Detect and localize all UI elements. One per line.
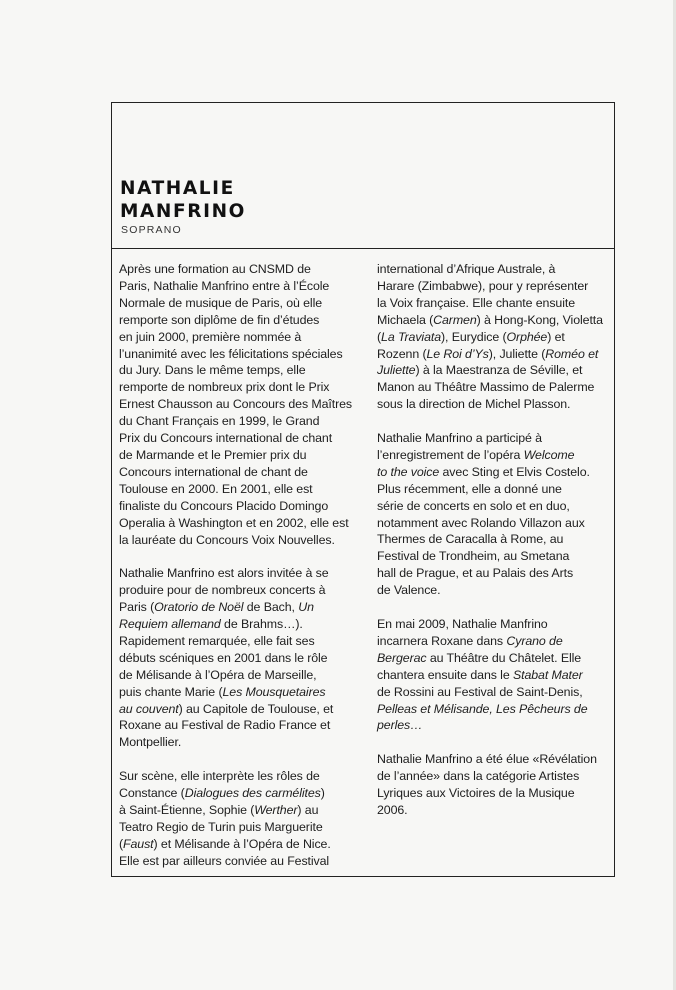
text-line — [119, 785, 357, 802]
text-segment: ), Eurydice ( — [441, 329, 507, 344]
text-line — [377, 464, 611, 481]
work-title: to the voice — [377, 464, 440, 479]
text-line — [119, 599, 357, 616]
text-line — [119, 616, 357, 633]
work-title: Stabat Mater — [512, 667, 583, 682]
text-line — [377, 329, 611, 346]
work-title: Un — [298, 600, 314, 615]
text-line — [377, 312, 611, 329]
text-line: En mai 2009, Nathalie Manfrino — [377, 617, 548, 631]
text-line: Montpellier. — [119, 735, 182, 750]
text-line: Elle est par ailleurs conviée au Festival — [119, 853, 330, 868]
text-segment: ) au — [297, 802, 319, 817]
text-segment: ) au Capitole de Toulouse, et — [178, 701, 334, 716]
text-line: finaliste du Concours Placido Domingo — [119, 498, 329, 513]
text-line: remporte son diplôme de fin d’études — [119, 312, 320, 327]
work-title: Orphée — [506, 329, 548, 344]
text-line: de l’année» dans la catégorie Artistes — [377, 769, 580, 784]
text-line: l’unanimité avec les félicitations spéciales — [119, 346, 343, 361]
text-line: international d’Afrique Australe, à — [377, 262, 556, 276]
text-line: Normale de musique de Paris, où elle — [119, 295, 323, 310]
text-segment: ) et Mélisande à l’Opéra de Nice. — [153, 836, 331, 851]
text-line: Teatro Regio de Turin puis Marguerite — [119, 819, 323, 834]
text-segment: de Bach, — [243, 600, 299, 615]
work-title: perles… — [377, 718, 423, 733]
text-line: Thermes de Caracalla à Rome, au — [377, 532, 564, 547]
text-line: Manon au Théâtre Massimo de Palerme — [377, 380, 595, 395]
text-segment: Paris ( — [119, 600, 155, 615]
biography-frame — [111, 102, 615, 877]
text-segment: chantera ensuite dans le — [377, 667, 513, 682]
text-line: la lauréate du Concours Voix Nouvelles. — [119, 532, 335, 547]
work-title: Cyrano de — [506, 633, 563, 648]
paragraph-award — [377, 751, 611, 819]
text-line: en juin 2000, première nommée à — [119, 329, 302, 344]
text-line — [377, 650, 611, 667]
text-line: Roxane au Festival de Radio France et — [119, 718, 331, 733]
paragraph-upcoming — [377, 616, 611, 734]
text-line: de Mélisande à l’Opéra de Marseille, — [119, 667, 317, 682]
text-line — [119, 701, 357, 718]
text-line: Nathalie Manfrino a participé à — [377, 431, 542, 446]
text-line — [377, 362, 611, 379]
right-column — [377, 261, 611, 836]
text-line: Plus récemment, elle a donné une — [377, 481, 562, 496]
text-segment: ) à la Maestranza de Séville, et — [415, 363, 583, 378]
text-line: Toulouse en 2000. En 2001, elle est — [119, 481, 313, 496]
work-title: Pelleas et Mélisande, Les Pêcheurs de — [377, 701, 588, 716]
work-title: Oratorio de Noël — [154, 600, 244, 615]
text-line: Après une formation au CNSMD de — [119, 262, 311, 276]
text-line: Paris, Nathalie Manfrino entre à l’École — [119, 278, 330, 293]
text-segment: l’enregistrement de l’opéra — [377, 447, 524, 462]
work-title: Juliette — [377, 363, 416, 378]
text-line: sous la direction de Michel Plasson. — [377, 397, 571, 412]
work-title: Faust — [123, 836, 154, 851]
paragraph-international-roles — [377, 261, 611, 413]
text-line — [377, 346, 611, 363]
work-title: Roméo et — [545, 346, 599, 361]
text-line — [377, 667, 611, 684]
work-title: Les Mousquetaires — [222, 684, 326, 699]
text-line: débuts scéniques en 2001 dans le rôle — [119, 650, 328, 665]
work-title: Carmen — [433, 312, 477, 327]
text-segment: ( — [377, 329, 382, 344]
text-line: série de concerts en solo et en duo, — [377, 498, 570, 513]
text-line: Festival de Trondheim, au Smetana — [377, 549, 570, 564]
text-segment: incarnera Roxane dans — [377, 633, 507, 648]
text-line: notamment avec Rolando Villazon aux — [377, 515, 585, 530]
work-title: Requiem allemand — [119, 617, 221, 632]
text-line: du Jury. Dans le même temps, elle — [119, 363, 306, 378]
text-line: la Voix française. Elle chante ensuite — [377, 295, 576, 310]
artist-header — [112, 103, 614, 249]
text-segment: ( — [119, 836, 124, 851]
text-line: 2006. — [377, 802, 408, 817]
text-segment: Constance ( — [119, 786, 185, 801]
text-line: Nathalie Manfrino a été élue «Révélation — [377, 752, 597, 767]
artist-name — [120, 177, 246, 223]
text-segment: ), Juliette ( — [488, 346, 546, 361]
paragraph-stage-roles — [119, 768, 357, 869]
work-title: Le Roi d’Ys — [426, 346, 489, 361]
text-line: Nathalie Manfrino est alors invitée à se — [119, 566, 329, 581]
text-line: Lyriques aux Victoires de la Musique — [377, 786, 575, 801]
text-line: Sur scène, elle interprète les rôles de — [119, 769, 320, 784]
text-line: Harare (Zimbabwe), pour y représenter — [377, 278, 589, 293]
text-segment: Michaela ( — [377, 312, 434, 327]
work-title: Dialogues des carmélites — [184, 786, 321, 801]
paragraph-concerts — [119, 565, 357, 751]
text-line: de Rossini au Festival de Saint-Denis, — [377, 684, 583, 699]
text-line: de Valence. — [377, 583, 441, 598]
text-line: Rapidement remarquée, elle fait ses — [119, 633, 315, 648]
text-segment: ) — [320, 786, 325, 801]
text-line — [377, 717, 611, 734]
text-line — [119, 836, 357, 853]
text-line — [377, 447, 611, 464]
text-segment: Rozenn ( — [377, 346, 427, 361]
text-line — [119, 802, 357, 819]
text-line: de Marmande et le Premier prix du — [119, 447, 307, 462]
artist-first-name: NATHALIE — [120, 178, 235, 199]
work-title: Bergerac — [377, 650, 427, 665]
text-line: hall de Prague, et au Palais des Arts — [377, 566, 574, 581]
artist-last-name: MANFRINO — [120, 201, 246, 222]
text-line: remporte de nombreux prix dont le Prix — [119, 380, 330, 395]
paragraph-recordings — [377, 430, 611, 599]
text-line: Ernest Chausson au Concours des Maîtres — [119, 397, 353, 412]
text-segment: de Brahms…). — [220, 617, 303, 632]
work-title: au couvent — [119, 701, 179, 716]
text-line — [377, 701, 611, 718]
paragraph-training — [119, 261, 357, 548]
text-line — [377, 633, 611, 650]
work-title: Werther — [254, 802, 298, 817]
text-line: produire pour de nombreux concerts à — [119, 583, 326, 598]
artist-role: SOPRANO — [121, 224, 182, 236]
left-column — [119, 261, 357, 886]
text-segment: au Théâtre du Châtelet. Elle — [426, 650, 582, 665]
text-segment: à Saint-Étienne, Sophie ( — [119, 802, 255, 817]
text-line: Concours international de chant de — [119, 464, 308, 479]
text-segment: puis chante Marie ( — [119, 684, 223, 699]
work-title: La Traviata — [381, 329, 441, 344]
work-title: Welcome — [523, 447, 575, 462]
text-line: du Chant Français en 1999, le Grand — [119, 414, 320, 429]
text-segment: avec Sting et Elvis Costelo. — [439, 464, 590, 479]
text-line — [119, 684, 357, 701]
text-line: Operalia à Washington et en 2002, elle est — [119, 515, 349, 530]
text-segment: ) à Hong-Kong, Violetta — [476, 312, 603, 327]
text-segment: ) et — [547, 329, 565, 344]
text-line: Prix du Concours international de chant — [119, 431, 333, 446]
